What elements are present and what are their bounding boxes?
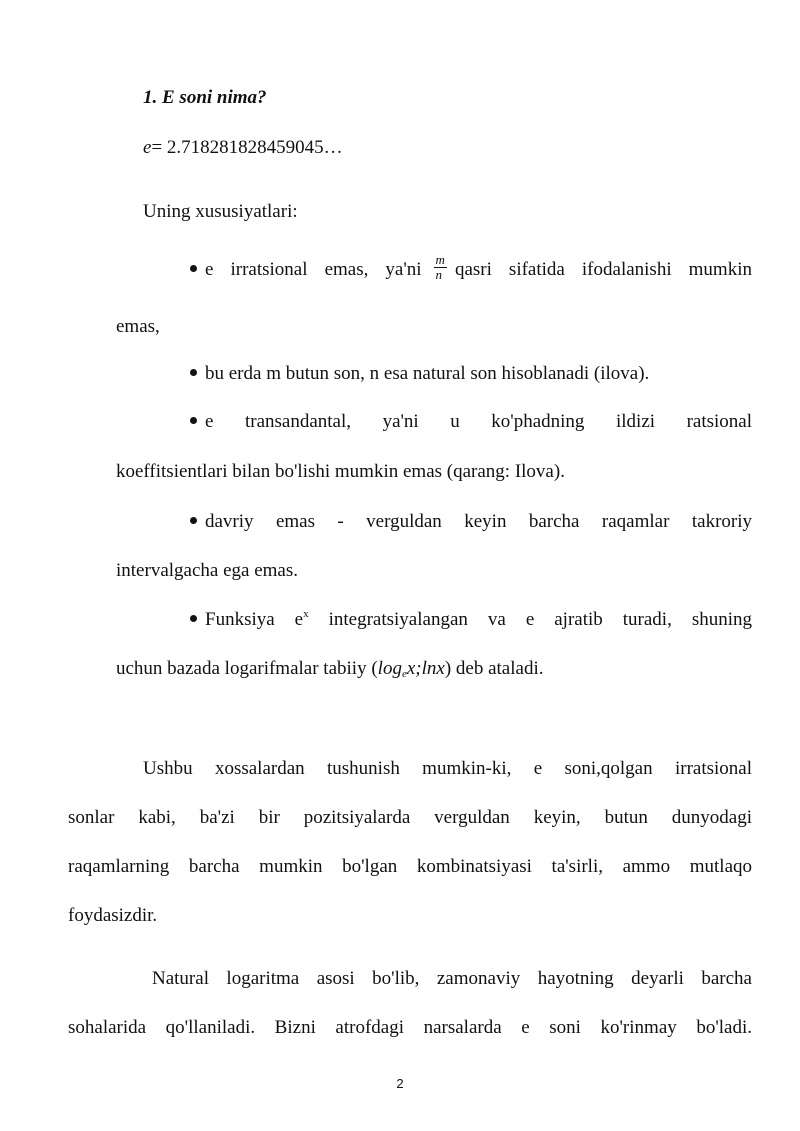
bullet-item-2 — [190, 362, 649, 386]
bullet-4-text: davriy emas - verguldan keyin barcha raqamlar takroriy — [205, 511, 752, 532]
paragraph-1-line-3: raqamlarning barcha mumkin bo'lgan kombinatsiyasi ta'sirli, ammo mutlaqo — [68, 856, 752, 877]
bullet-3-text: e transandantal, ya'ni u ko'phadning ildizi ratsional — [205, 411, 752, 432]
bullet-1-text-after: qasri sifatida ifodalanishi mumkin — [454, 258, 752, 280]
superscript-x: x — [303, 608, 309, 620]
bullet-5-cont-before: uchun bazada logarifmalar tabiiy ( — [116, 658, 378, 679]
bullet-1-text-before: e irratsional emas, ya'ni — [205, 258, 422, 280]
bullet-5-text: integratsiyalangan va e ajratib turadi, shuning — [328, 609, 753, 630]
bullet-icon — [190, 417, 197, 424]
bullet-icon — [190, 615, 197, 622]
bullet-item-4 — [190, 510, 752, 534]
paragraph-2-line-1: Natural logaritma asosi bo'lib, zamonaviy hayotning deyarli barcha — [152, 968, 752, 989]
bullet-5-cont-after: ) deb ataladi. — [444, 658, 544, 679]
bullet-item-3 — [190, 410, 752, 434]
page-number: 2 — [396, 1076, 404, 1091]
paragraph-1-line-1: Ushbu xossalardan tushunish mumkin-ki, e soni,qolgan irratsional — [143, 758, 752, 779]
paragraph-1-line-2: sonlar kabi, ba'zi bir pozitsiyalarda verguldan keyin, butun dunyodagi — [68, 807, 752, 828]
e-symbol: e — [143, 137, 152, 158]
log-base-e: e — [401, 668, 407, 680]
bullet-icon — [190, 517, 197, 524]
paragraph-2-line-2: sohalarida qo'llaniladi. Bizni atrofdagi narsalarda e soni ko'rinmay bo'ladi. — [68, 1017, 752, 1038]
log-notation: log — [377, 658, 402, 679]
bullet-item-5 — [190, 608, 752, 634]
bullet-3-continuation: koeffitsientlari bilan bo'lishi mumkin emas (qarang: Ilova). — [116, 461, 565, 482]
bullet-5-continuation — [116, 657, 543, 683]
fraction-m-over-n — [434, 253, 447, 282]
fraction-denominator: n — [435, 267, 443, 282]
bullet-icon — [190, 369, 197, 376]
bullet-5-funksiya: Funksiya e — [205, 609, 304, 630]
bullet-4-continuation: intervalgacha ega emas. — [116, 560, 298, 581]
bullet-icon — [190, 265, 197, 272]
bullet-1-continuation: emas, — [116, 316, 160, 337]
e-value: = 2.718281828459045… — [151, 137, 343, 158]
paragraph-1-line-4: foydasizdir. — [68, 905, 158, 926]
bullet-item-1 — [190, 252, 752, 285]
section-heading: 1. E soni nima? — [143, 87, 267, 108]
e-value-line — [143, 136, 343, 160]
bullet-2-text: bu erda m butun son, n esa natural son hisoblanadi (ilova). — [205, 363, 650, 384]
fraction-numerator: m — [435, 252, 445, 267]
log-rest: x;lnx — [406, 658, 445, 679]
properties-intro: Uning xususiyatlari: — [143, 201, 298, 222]
